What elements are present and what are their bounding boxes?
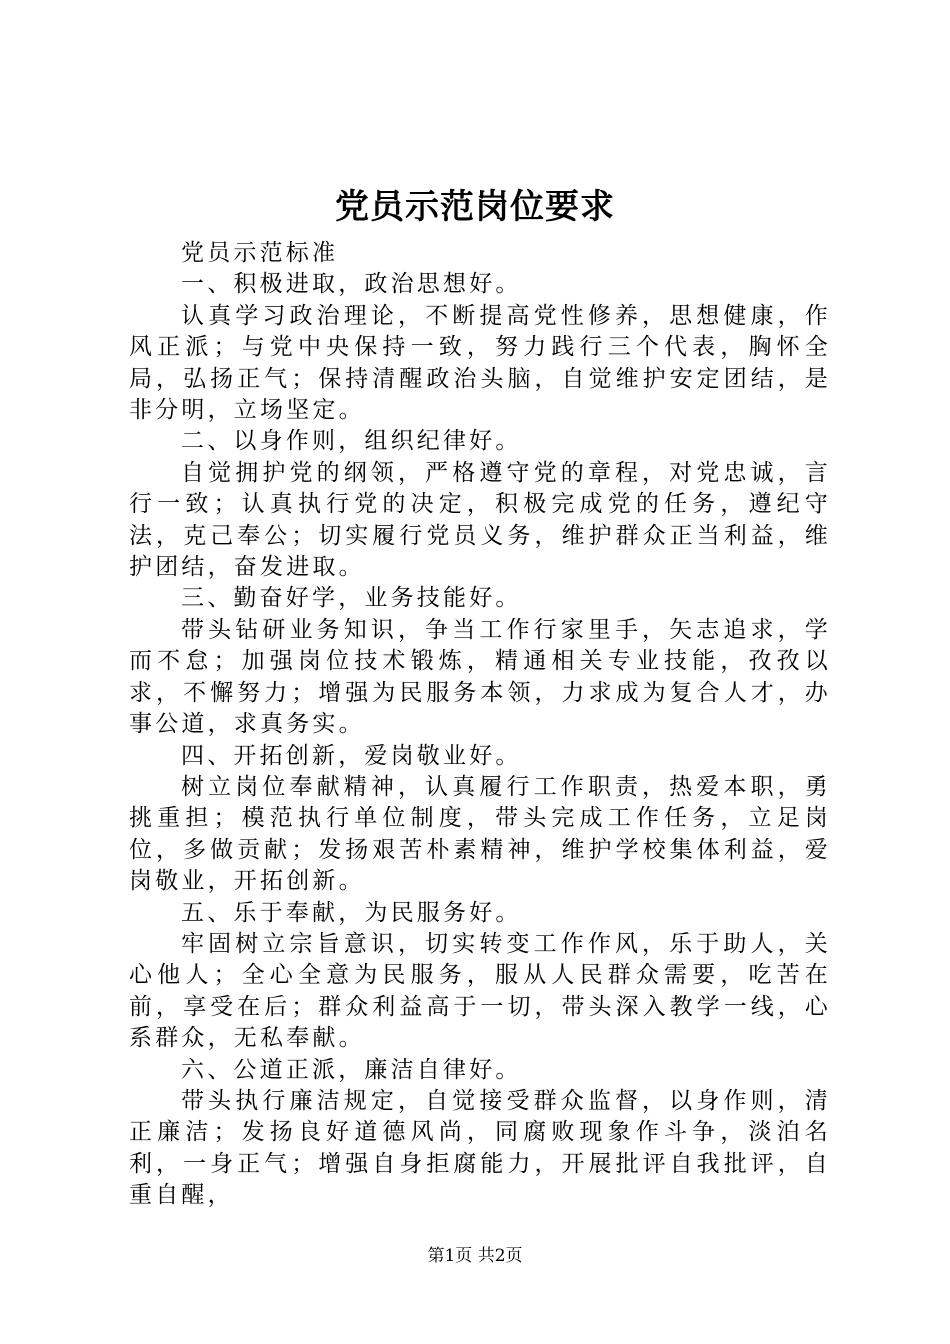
section-body-6: 带头执行廉洁规定，自觉接受群众监督，以身作则，清正廉洁；发扬良好道德风尚，同腐败现象作斗争，淡泊名利，一身正气；增强自身拒腐能力，开展批评自我批评，自重自醒，: [129, 1087, 831, 1209]
section-body-1: 认真学习政治理论，不断提高党性修养，思想健康，作风正派；与党中央保持一致，努力践行三个代表，胸怀全局，弘扬正气；保持清醒政治头脑，自觉维护安定团结，是非分明，立场坚定。: [129, 302, 831, 424]
section-body-2: 自觉拥护党的纲领，严格遵守党的章程，对党忠诚，言行一致；认真执行党的决定，积极完成党的任务，遵纪守法，克己奉公；切实履行党员义务，维护群众正当利益，维护团结，奋发进取。: [129, 459, 831, 581]
document-body: [129, 238, 831, 1212]
section-heading-3: 三、勤奋好学，业务技能好。: [181, 585, 522, 612]
section-heading-4: 四、开拓创新，爱岗敬业好。: [181, 742, 522, 769]
document-title: 党员示范岗位要求: [335, 187, 615, 227]
section-body-3: 带头钻研业务知识，争当工作行家里手，矢志追求，学而不怠；加强岗位技术锻炼，精通相关专业技能，孜孜以求，不懈努力；增强为民服务本领，力求成为复合人才，办事公道，求真务实。: [129, 616, 831, 738]
page-number-footer: 第1页 共2页: [427, 1246, 523, 1266]
section-heading-1: 一、积极进取，政治思想好。: [181, 271, 522, 298]
section-heading-5: 五、乐于奉献，为民服务好。: [181, 899, 522, 926]
section-heading-6: 六、公道正派，廉洁自律好。: [181, 1056, 522, 1083]
paragraph-standard-heading: 党员示范标准: [181, 240, 339, 266]
section-body-5: 牢固树立宗旨意识，切实转变工作作风，乐于助人，关心他人；全心全意为民服务，服从人民群众需要，吃苦在前，享受在后；群众利益高于一切，带头深入教学一线，心系群众，无私奉献。: [129, 930, 831, 1052]
section-body-4: 树立岗位奉献精神，认真履行工作职责，热爱本职，勇挑重担；模范执行单位制度，带头完成工作任务，立足岗位，多做贡献；发扬艰苦朴素精神，维护学校集体利益，爱岗敬业，开拓创新。: [129, 773, 831, 895]
section-heading-2: 二、以身作则，组织纪律好。: [181, 428, 522, 455]
